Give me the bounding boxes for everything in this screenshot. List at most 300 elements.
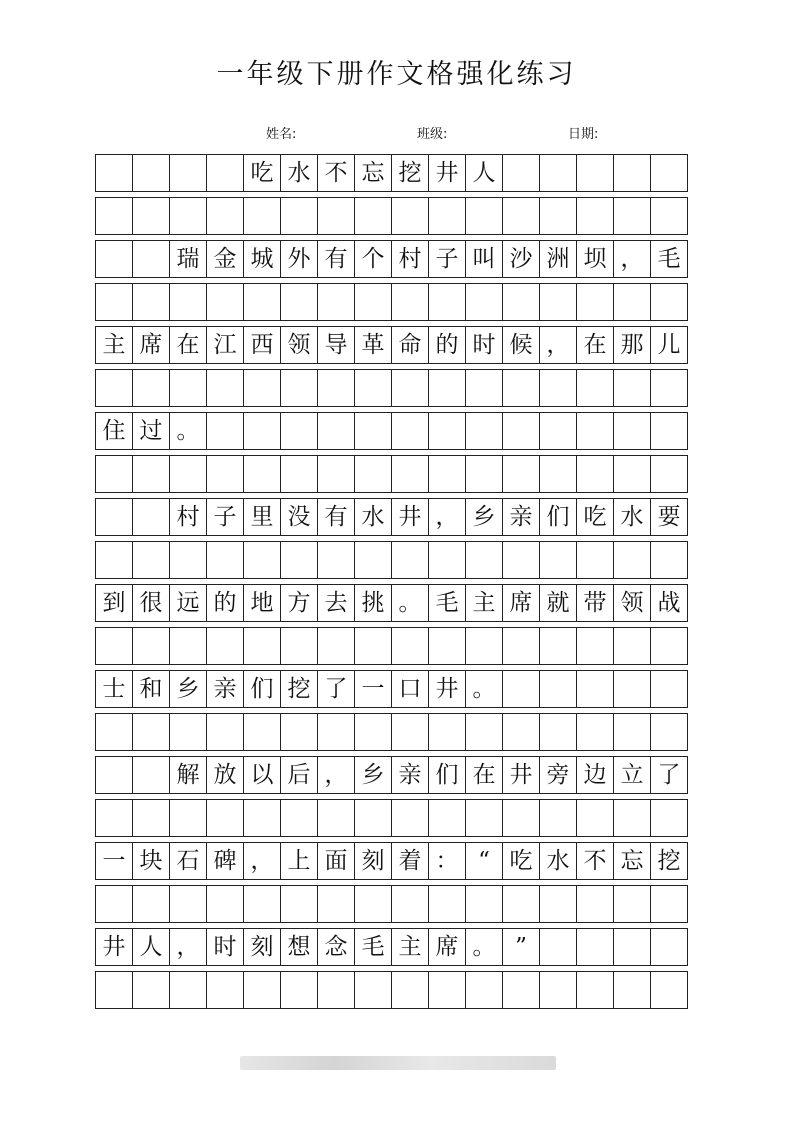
grid-cell [317, 455, 355, 493]
grid-cell [132, 369, 170, 407]
grid-cell: 有 [317, 498, 355, 536]
grid-cell [502, 154, 540, 192]
grid-cell [243, 197, 281, 235]
grid-cell [391, 197, 429, 235]
grid-cell [613, 283, 651, 321]
grid-cell: 在 [576, 326, 614, 364]
grid-cell [243, 627, 281, 665]
grid-cell: 放 [206, 756, 244, 794]
grid-cell [465, 455, 503, 493]
grid-cell [317, 627, 355, 665]
grid-cell: 里 [243, 498, 281, 536]
grid-cell: ， [539, 326, 577, 364]
grid-cell: 口 [391, 670, 429, 708]
grid-row [95, 885, 703, 923]
grid-cell: 毛 [354, 928, 392, 966]
grid-cell [132, 541, 170, 579]
grid-cell [502, 713, 540, 751]
grid-cell: 着 [391, 842, 429, 880]
grid-cell: 过 [132, 412, 170, 450]
grid-row [95, 713, 703, 751]
grid-cell [391, 799, 429, 837]
grid-row [95, 240, 703, 278]
grid-cell: 城 [243, 240, 281, 278]
grid-cell [132, 455, 170, 493]
grid-cell [539, 885, 577, 923]
grid-cell [354, 885, 392, 923]
grid-cell: 叫 [465, 240, 503, 278]
grid-cell: ” [502, 928, 540, 966]
grid-row [95, 283, 703, 321]
grid-cell [576, 541, 614, 579]
grid-cell [280, 713, 318, 751]
grid-cell: ， [613, 240, 651, 278]
grid-cell [539, 283, 577, 321]
grid-cell [650, 197, 688, 235]
grid-cell [539, 928, 577, 966]
grid-cell: 人 [132, 928, 170, 966]
grid-cell: 后 [280, 756, 318, 794]
grid-cell: 乡 [354, 756, 392, 794]
grid-cell: 个 [354, 240, 392, 278]
grid-cell [502, 670, 540, 708]
grid-cell [132, 498, 170, 536]
grid-cell [95, 627, 133, 665]
grid-cell [243, 885, 281, 923]
grid-cell [650, 713, 688, 751]
grid-cell [280, 455, 318, 493]
grid-cell: 们 [243, 670, 281, 708]
grid-cell: 导 [317, 326, 355, 364]
grid-cell [576, 412, 614, 450]
grid-cell: 亲 [502, 498, 540, 536]
grid-cell [465, 197, 503, 235]
grid-cell [502, 197, 540, 235]
grid-cell [132, 627, 170, 665]
grid-cell [95, 541, 133, 579]
page-title: 一年级下册作文格强化练习 [216, 59, 577, 90]
grid-cell [576, 799, 614, 837]
grid-cell: 挑 [354, 584, 392, 622]
grid-cell: 面 [317, 842, 355, 880]
grid-cell [428, 541, 466, 579]
grid-cell: 念 [317, 928, 355, 966]
grid-cell: 一 [95, 842, 133, 880]
grid-cell [576, 928, 614, 966]
grid-cell [465, 971, 503, 1009]
grid-cell [465, 627, 503, 665]
grid-cell [613, 627, 651, 665]
grid-cell: 挖 [280, 670, 318, 708]
grid-cell: 井 [428, 670, 466, 708]
grid-cell: 就 [539, 584, 577, 622]
grid-cell [95, 455, 133, 493]
grid-cell: 在 [465, 756, 503, 794]
grid-cell [317, 541, 355, 579]
grid-cell [576, 971, 614, 1009]
grid-cell [391, 971, 429, 1009]
grid-cell [206, 885, 244, 923]
grid-cell [539, 541, 577, 579]
grid-cell: 没 [280, 498, 318, 536]
grid-cell: 村 [391, 240, 429, 278]
grid-cell [650, 455, 688, 493]
grid-cell [613, 154, 651, 192]
grid-cell [650, 928, 688, 966]
grid-cell: 忘 [613, 842, 651, 880]
grid-cell: “ [465, 842, 503, 880]
grid-cell [428, 799, 466, 837]
grid-cell [465, 885, 503, 923]
grid-cell [650, 670, 688, 708]
grid-cell: 了 [650, 756, 688, 794]
grid-cell [95, 240, 133, 278]
grid-cell: 吃 [243, 154, 281, 192]
grid-cell [95, 369, 133, 407]
grid-cell: 石 [169, 842, 207, 880]
grid-cell [317, 412, 355, 450]
grid-cell [169, 885, 207, 923]
grid-cell [354, 197, 392, 235]
grid-cell [650, 412, 688, 450]
grid-cell [243, 799, 281, 837]
grid-cell [465, 283, 503, 321]
grid-row [95, 627, 703, 665]
grid-cell [280, 627, 318, 665]
grid-row [95, 498, 703, 536]
grid-row [95, 756, 703, 794]
grid-cell: 去 [317, 584, 355, 622]
grid-row [95, 928, 703, 966]
grid-cell [169, 455, 207, 493]
grid-cell [243, 713, 281, 751]
grid-cell: 一 [354, 670, 392, 708]
grid-cell: 儿 [650, 326, 688, 364]
grid-cell: 碑 [206, 842, 244, 880]
grid-cell [465, 412, 503, 450]
grid-cell [576, 885, 614, 923]
grid-cell [613, 197, 651, 235]
grid-cell: 领 [613, 584, 651, 622]
grid-cell [391, 541, 429, 579]
grid-cell [243, 283, 281, 321]
grid-cell [391, 627, 429, 665]
grid-cell: 远 [169, 584, 207, 622]
grid-row [95, 154, 703, 192]
grid-cell: 人 [465, 154, 503, 192]
grid-cell [650, 541, 688, 579]
grid-cell: 命 [391, 326, 429, 364]
grid-cell [465, 799, 503, 837]
grid-cell [280, 369, 318, 407]
grid-cell: 吃 [576, 498, 614, 536]
grid-cell: 忘 [354, 154, 392, 192]
grid-cell [428, 455, 466, 493]
grid-cell: 。 [465, 670, 503, 708]
grid-cell: 井 [428, 154, 466, 192]
grid-cell [650, 971, 688, 1009]
grid-cell [132, 799, 170, 837]
grid-cell [280, 412, 318, 450]
grid-cell: 边 [576, 756, 614, 794]
grid-cell [613, 455, 651, 493]
grid-cell [206, 197, 244, 235]
grid-cell [354, 627, 392, 665]
grid-cell: 子 [206, 498, 244, 536]
grid-cell [502, 627, 540, 665]
grid-cell [391, 885, 429, 923]
grid-cell: ， [317, 756, 355, 794]
grid-cell: 洲 [539, 240, 577, 278]
grid-row [95, 412, 703, 450]
grid-cell [502, 971, 540, 1009]
grid-cell: ， [243, 842, 281, 880]
grid-cell: 不 [317, 154, 355, 192]
grid-cell: 带 [576, 584, 614, 622]
grid-cell [95, 756, 133, 794]
grid-cell [132, 283, 170, 321]
grid-cell: 井 [502, 756, 540, 794]
grid-cell [502, 283, 540, 321]
grid-cell [95, 283, 133, 321]
grid-cell [317, 713, 355, 751]
grid-cell: 候 [502, 326, 540, 364]
grid-cell: 井 [391, 498, 429, 536]
grid-cell [132, 713, 170, 751]
grid-cell: 主 [95, 326, 133, 364]
grid-cell [317, 197, 355, 235]
grid-cell: 吃 [502, 842, 540, 880]
grid-cell [243, 412, 281, 450]
grid-cell [132, 197, 170, 235]
grid-cell: 亲 [391, 756, 429, 794]
grid-cell [95, 713, 133, 751]
grid-cell: 乡 [465, 498, 503, 536]
grid-cell [280, 197, 318, 235]
grid-cell [169, 541, 207, 579]
grid-cell [428, 412, 466, 450]
grid-cell [502, 541, 540, 579]
grid-cell [354, 799, 392, 837]
grid-cell: 江 [206, 326, 244, 364]
grid-cell [428, 627, 466, 665]
grid-cell [428, 713, 466, 751]
grid-cell: 水 [280, 154, 318, 192]
grid-cell [169, 283, 207, 321]
grid-cell [465, 369, 503, 407]
grid-cell: 那 [613, 326, 651, 364]
grid-cell [354, 713, 392, 751]
grid-cell: 刻 [243, 928, 281, 966]
grid-cell [576, 283, 614, 321]
grid-cell [132, 756, 170, 794]
grid-cell: 地 [243, 584, 281, 622]
grid-cell [428, 197, 466, 235]
writing-grid [95, 154, 703, 1014]
grid-cell: 席 [428, 928, 466, 966]
grid-cell [169, 154, 207, 192]
grid-cell: 沙 [502, 240, 540, 278]
grid-cell: 们 [539, 498, 577, 536]
grid-cell [95, 197, 133, 235]
grid-row [95, 584, 703, 622]
grid-cell: 的 [428, 326, 466, 364]
grid-cell: 毛 [428, 584, 466, 622]
grid-cell: 革 [354, 326, 392, 364]
grid-cell [169, 971, 207, 1009]
grid-cell [95, 799, 133, 837]
grid-cell: 块 [132, 842, 170, 880]
grid-cell [576, 197, 614, 235]
grid-cell [428, 885, 466, 923]
grid-cell: ， [428, 498, 466, 536]
grid-cell [391, 283, 429, 321]
grid-cell: 瑞 [169, 240, 207, 278]
grid-cell: 席 [502, 584, 540, 622]
grid-cell: 旁 [539, 756, 577, 794]
grid-cell [428, 971, 466, 1009]
grid-cell [650, 885, 688, 923]
footer-watermark [240, 1056, 556, 1070]
grid-cell: 挖 [391, 154, 429, 192]
grid-cell [317, 283, 355, 321]
grid-cell [391, 713, 429, 751]
grid-cell [465, 541, 503, 579]
grid-cell [650, 283, 688, 321]
grid-cell: ： [428, 842, 466, 880]
grid-cell: 立 [613, 756, 651, 794]
grid-cell: 了 [317, 670, 355, 708]
grid-cell [354, 971, 392, 1009]
grid-cell [95, 971, 133, 1009]
grid-cell: 毛 [650, 240, 688, 278]
grid-cell: 以 [243, 756, 281, 794]
grid-cell: 。 [169, 412, 207, 450]
grid-cell [539, 154, 577, 192]
grid-cell: 西 [243, 326, 281, 364]
grid-cell [206, 713, 244, 751]
grid-cell [613, 971, 651, 1009]
grid-cell: 外 [280, 240, 318, 278]
grid-row [95, 326, 703, 364]
grid-cell: 要 [650, 498, 688, 536]
grid-cell: 刻 [354, 842, 392, 880]
grid-cell: 。 [391, 584, 429, 622]
grid-cell [539, 412, 577, 450]
grid-cell [206, 541, 244, 579]
grid-cell [576, 627, 614, 665]
grid-cell [428, 283, 466, 321]
grid-row [95, 799, 703, 837]
grid-cell: 很 [132, 584, 170, 622]
grid-cell [132, 240, 170, 278]
grid-cell [243, 971, 281, 1009]
grid-cell: 和 [132, 670, 170, 708]
grid-cell [539, 799, 577, 837]
grid-cell [502, 885, 540, 923]
grid-cell [95, 154, 133, 192]
grid-cell [539, 713, 577, 751]
grid-cell [354, 283, 392, 321]
name-label: 姓名: [266, 127, 297, 142]
grid-cell [539, 971, 577, 1009]
grid-cell [280, 283, 318, 321]
grid-cell [391, 369, 429, 407]
grid-cell [317, 799, 355, 837]
grid-cell: 亲 [206, 670, 244, 708]
grid-cell [502, 412, 540, 450]
grid-cell [354, 369, 392, 407]
grid-cell: 时 [465, 326, 503, 364]
grid-cell [206, 971, 244, 1009]
grid-cell: 井 [95, 928, 133, 966]
grid-cell [613, 799, 651, 837]
grid-cell [95, 498, 133, 536]
grid-cell [465, 713, 503, 751]
grid-cell [539, 627, 577, 665]
grid-cell [132, 154, 170, 192]
grid-cell [613, 713, 651, 751]
grid-cell: 主 [391, 928, 429, 966]
grid-cell [650, 369, 688, 407]
grid-cell [539, 197, 577, 235]
grid-cell [650, 627, 688, 665]
grid-cell [539, 455, 577, 493]
grid-cell [502, 455, 540, 493]
grid-row [95, 455, 703, 493]
grid-cell [206, 627, 244, 665]
grid-cell [132, 971, 170, 1009]
grid-cell [613, 369, 651, 407]
grid-cell [576, 369, 614, 407]
grid-cell [576, 154, 614, 192]
grid-cell: 水 [354, 498, 392, 536]
grid-cell [317, 885, 355, 923]
grid-cell: 不 [576, 842, 614, 880]
grid-cell [206, 412, 244, 450]
grid-cell [650, 799, 688, 837]
grid-cell [576, 455, 614, 493]
grid-cell [613, 412, 651, 450]
date-label: 日期: [568, 127, 599, 142]
grid-cell [206, 455, 244, 493]
grid-cell [280, 971, 318, 1009]
grid-cell [280, 885, 318, 923]
grid-cell: ， [169, 928, 207, 966]
grid-cell: 水 [613, 498, 651, 536]
grid-cell: 。 [465, 928, 503, 966]
grid-cell [206, 799, 244, 837]
grid-cell [576, 670, 614, 708]
grid-cell [169, 627, 207, 665]
grid-cell [354, 541, 392, 579]
grid-cell: 到 [95, 584, 133, 622]
grid-cell [613, 670, 651, 708]
grid-cell [650, 154, 688, 192]
grid-cell [354, 455, 392, 493]
grid-cell [169, 369, 207, 407]
grid-cell: 战 [650, 584, 688, 622]
grid-cell: 的 [206, 584, 244, 622]
grid-cell [243, 369, 281, 407]
grid-row [95, 541, 703, 579]
grid-cell: 领 [280, 326, 318, 364]
grid-cell [391, 455, 429, 493]
grid-cell: 士 [95, 670, 133, 708]
grid-cell: 上 [280, 842, 318, 880]
grid-cell: 坝 [576, 240, 614, 278]
grid-cell [428, 369, 466, 407]
